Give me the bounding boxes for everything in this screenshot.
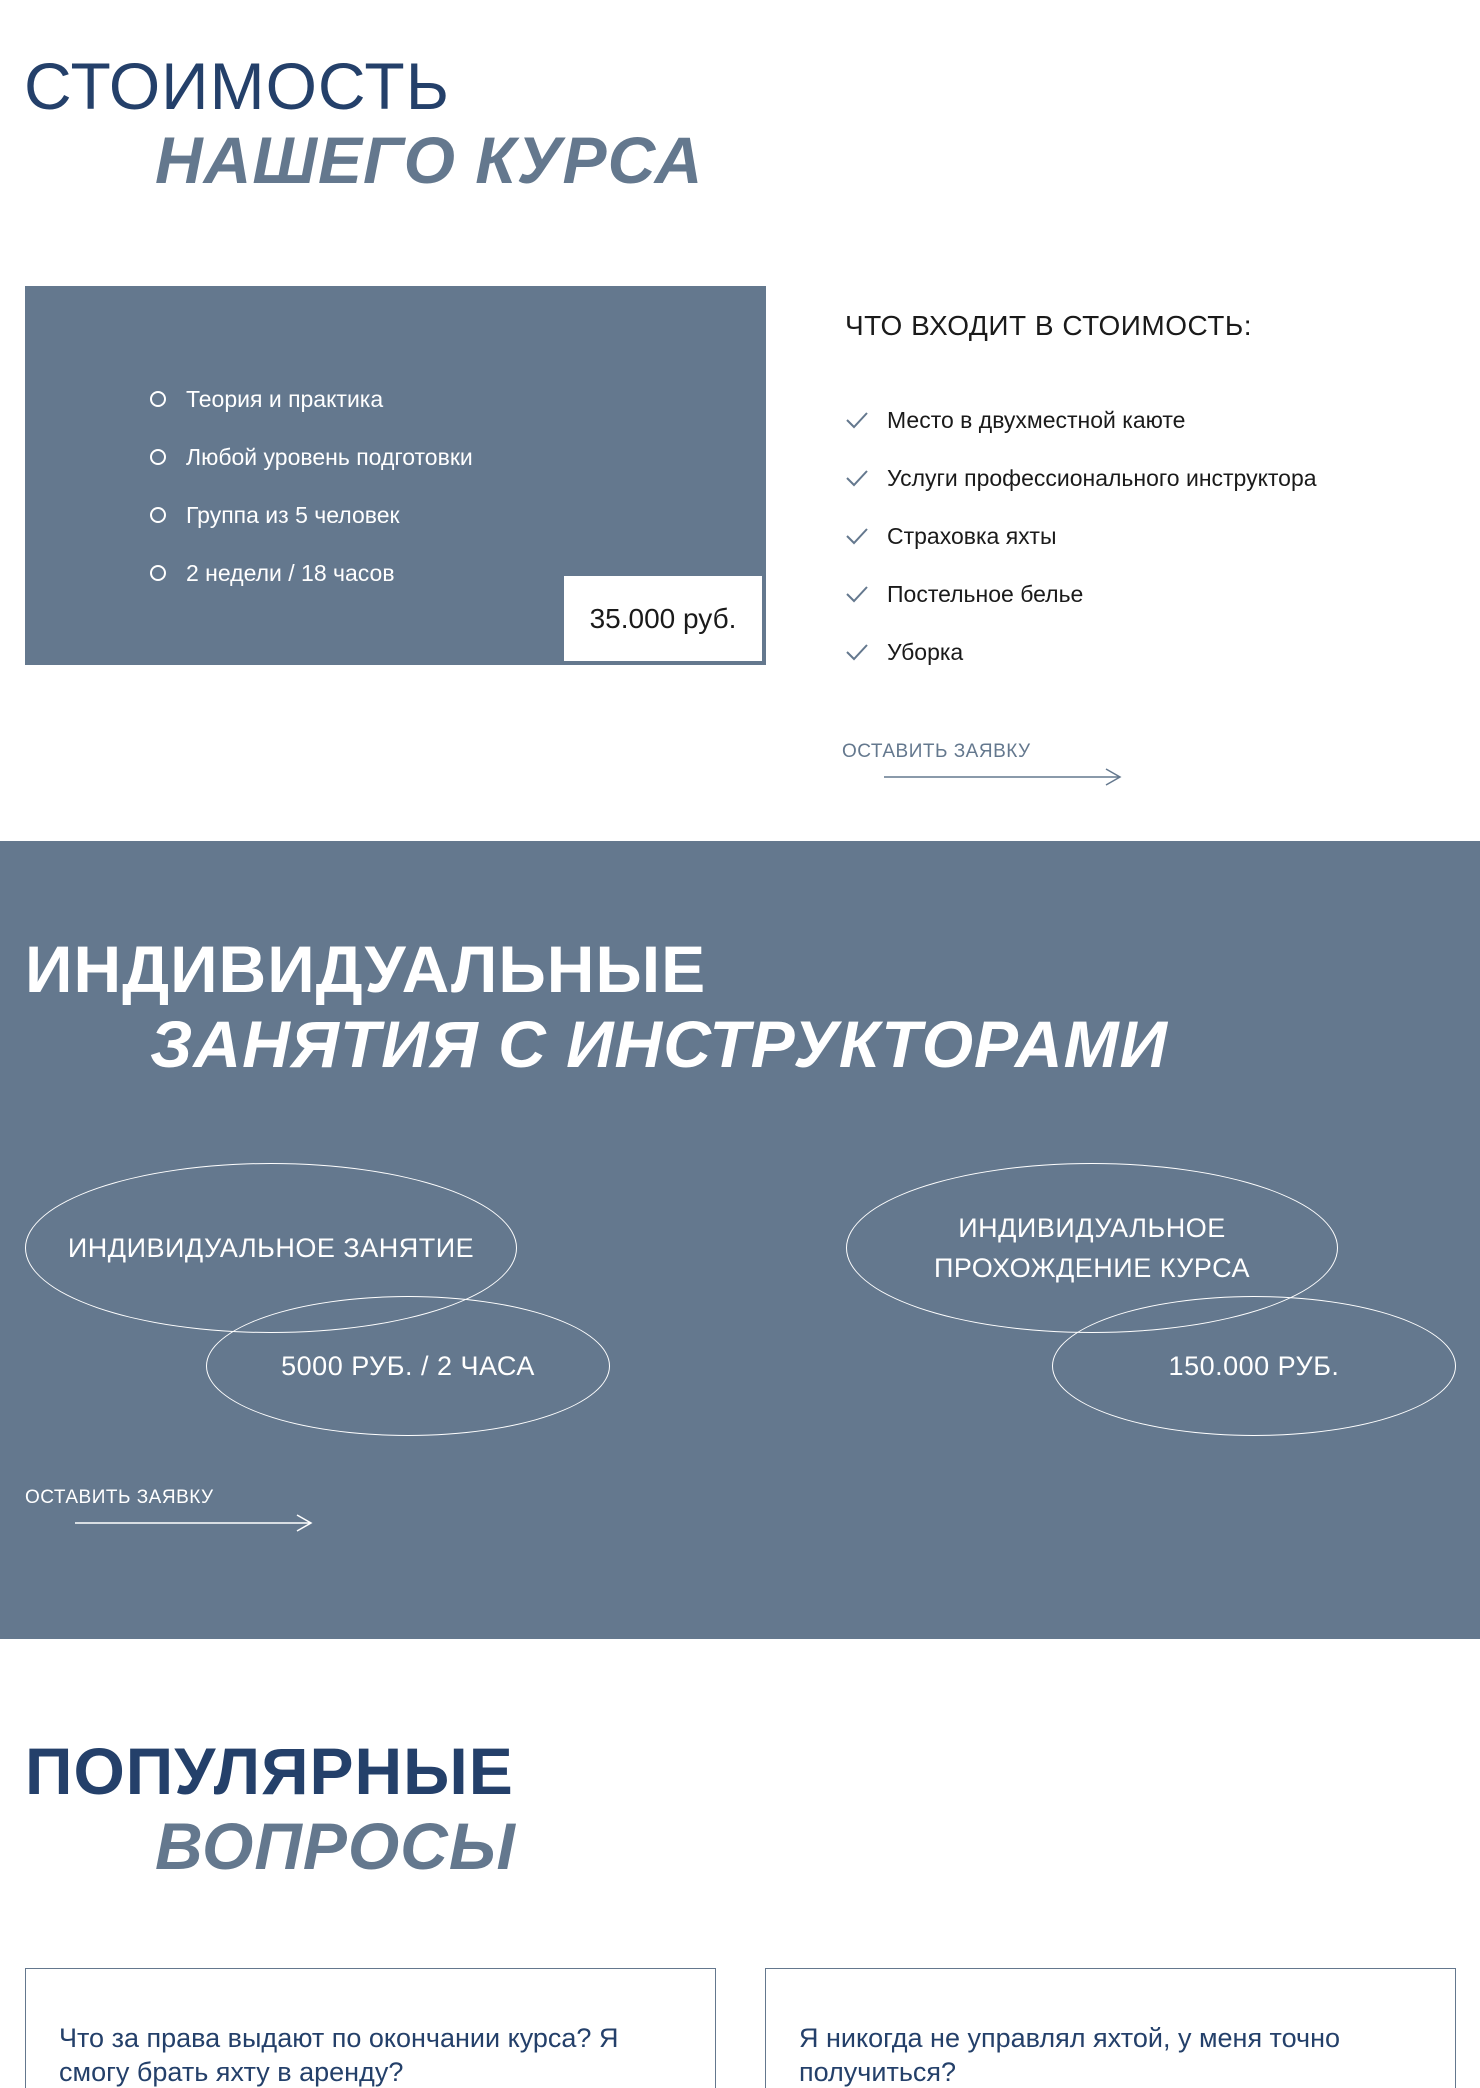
price-badge: 35.000 руб. — [563, 575, 763, 662]
offer-name-line2: ПРОХОЖДЕНИЕ КУРСА — [933, 1253, 1251, 1283]
feature-label: Теория и практика — [186, 385, 384, 412]
offer-price: 5000 РУБ. / 2 ЧАСА — [281, 1351, 535, 1381]
offer-name — [934, 1208, 1250, 1288]
includes-title: ЧТО ВХОДИТ В СТОИМОСТЬ: — [845, 310, 1253, 341]
circle-bullet-icon — [150, 565, 166, 581]
checkmark-icon — [845, 585, 869, 603]
feature-label: Любой уровень подготовки — [186, 443, 473, 470]
includes-item — [845, 565, 1317, 623]
pricing-title-line2: НАШЕГО КУРСА — [155, 123, 704, 197]
arrow-right-icon — [75, 1513, 315, 1533]
faq-question: Я никогда не управлял яхтой, у меня точно получиться? — [799, 2023, 1341, 2087]
faq-question: Что за права выдают по окончании курса? Я смогу брать яхту в аренду? — [59, 2023, 619, 2087]
individual-title-line2: ЗАНЯТИЯ С ИНСТРУКТОРАМИ — [150, 1007, 1169, 1081]
includes-label: Место в двухместной каюте — [887, 406, 1186, 433]
price-card — [25, 286, 766, 665]
checkmark-icon — [845, 643, 869, 661]
offer-individual-course-price — [1052, 1296, 1456, 1436]
includes-label: Услуги профессионального инструктора — [887, 464, 1317, 491]
circle-bullet-icon — [150, 507, 166, 523]
apply-link[interactable] — [842, 741, 1142, 791]
includes-label: Уборка — [887, 638, 964, 665]
includes-item — [845, 449, 1317, 507]
includes-item — [845, 391, 1317, 449]
faq-title-line2: ВОПРОСЫ — [155, 1809, 516, 1883]
pricing-title-line1: СТОИМОСТЬ — [24, 49, 451, 123]
arrow-right-icon — [884, 767, 1124, 787]
includes-list — [845, 391, 1317, 681]
feature-item — [150, 544, 473, 602]
feature-item — [150, 428, 473, 486]
feature-label: 2 недели / 18 часов — [186, 559, 395, 586]
apply-link-label: ОСТАВИТЬ ЗАЯВКУ — [25, 1487, 214, 1508]
circle-bullet-icon — [150, 391, 166, 407]
feature-item — [150, 486, 473, 544]
checkmark-icon — [845, 527, 869, 545]
offer-individual-lesson-price — [206, 1296, 610, 1436]
circle-bullet-icon — [150, 449, 166, 465]
apply-link-label: ОСТАВИТЬ ЗАЯВКУ — [842, 741, 1031, 762]
individual-title-line1: ИНДИВИДУАЛЬНЫЕ — [25, 932, 707, 1006]
includes-label: Страховка яхты — [887, 522, 1057, 549]
faq-title-line1: ПОПУЛЯРНЫЕ — [25, 1734, 514, 1808]
checkmark-icon — [845, 411, 869, 429]
includes-label: Постельное белье — [887, 580, 1084, 607]
includes-item — [845, 507, 1317, 565]
feature-item — [150, 370, 473, 428]
apply-link-individual[interactable] — [25, 1487, 325, 1537]
feature-label: Группа из 5 человек — [186, 501, 400, 528]
faq-card[interactable] — [765, 1968, 1456, 2088]
offer-price: 150.000 РУБ. — [1168, 1351, 1340, 1381]
offer-name-line1: ИНДИВИДУАЛЬНОЕ — [958, 1213, 1226, 1243]
offer-name: ИНДИВИДУАЛЬНОЕ ЗАНЯТИЕ — [67, 1233, 475, 1263]
includes-item — [845, 623, 1317, 681]
feature-list — [150, 370, 473, 602]
faq-card[interactable] — [25, 1968, 716, 2088]
checkmark-icon — [845, 469, 869, 487]
